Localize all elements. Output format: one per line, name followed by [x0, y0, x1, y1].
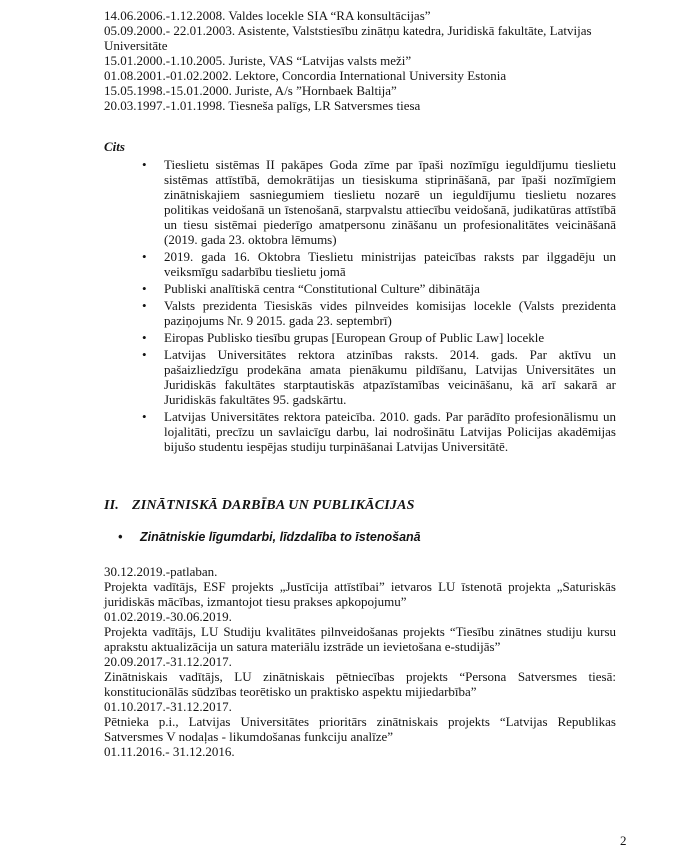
list-item — [140, 347, 616, 407]
project-date: 01.11.2016.- 31.12.2016. — [104, 744, 235, 759]
list-item — [140, 409, 616, 454]
project-description: Projekta vadītājs, ESF projekts „Justīcija attīstībai” ietvaros LU īstenotā projekta „Saturiskās juridiskās mācības, izmantojot tiesu prakses apkopojumu” — [104, 579, 616, 609]
list-item — [140, 157, 616, 247]
list-item — [140, 330, 616, 345]
employment-entry: 01.08.2001.-01.02.2002. Lektore, Concordia International University Estonia — [104, 68, 507, 83]
project-date: 20.09.2017.-31.12.2017. — [104, 654, 232, 669]
bullet-icon: • — [142, 347, 147, 362]
subsection-title: Zinātniskie līgumdarbi, līdzdalība to īstenošanā — [140, 530, 421, 544]
list-item-text: Latvijas Universitātes rektora atzinības raksts. 2014. gads. Par aktīvu un pašaizliedzīgu prodekāna amata pienākumu pildīšanu, Latvijas Universitātes un Juridiskās fakultātes starptautiskās atpazīstamības veicināšanu, kā arī sakarā ar Juridiskās fakultātes 95. gadskārtu. — [164, 347, 616, 407]
projects-list — [104, 564, 616, 759]
employment-entry: 15.01.2000.-1.10.2005. Juriste, VAS “Latvijas valsts meži” — [104, 53, 412, 68]
section-heading — [104, 498, 415, 513]
project-description: Pētnieka p.i., Latvijas Universitātes prioritārs zinātniskais projekts “Latvijas Republikas Satversmes V nodaļas - likumdošanas funkciju analīze” — [104, 714, 616, 744]
employment-entry: 15.05.1998.-15.01.2000. Juriste, A/s ”Hornbaek Baltija” — [104, 83, 397, 98]
bullet-icon: • — [118, 530, 123, 544]
employment-history — [104, 8, 614, 113]
cits-list — [140, 157, 616, 456]
project-description: Projekta vadītājs, LU Studiju kvalitātes pilnveidošanas projekts “Tiesību zinātnes studiju kursu aprakstu aktualizācija un satura materiālu izstrāde un ievietošana e-studijās” — [104, 624, 616, 654]
bullet-icon: • — [142, 409, 147, 424]
project-date: 01.02.2019.-30.06.2019. — [104, 609, 232, 624]
list-item — [140, 281, 616, 296]
section-number: II. — [104, 498, 119, 513]
bullet-icon: • — [142, 330, 147, 345]
project-date: 01.10.2017.-31.12.2017. — [104, 699, 232, 714]
project-description: Zinātniskais vadītājs, LU zinātniskais pētniecības projekts “Persona Satversmes tiesā: konstitucionālās sūdzības teorētisko un praktisko aspektu mijiedarbība” — [104, 669, 616, 699]
project-date: 30.12.2019.-patlaban. — [104, 564, 218, 579]
section-title: ZINĀTNISKĀ DARBĪBA UN PUBLIKĀCIJAS — [132, 498, 415, 513]
list-item-text: Latvijas Universitātes rektora pateicība. 2010. gads. Par parādīto profesionālismu un lojalitāti, precīzu un savlaicīgu darbu, lai nodrošinātu Latvijas Policijas akadēmijas bijušo studentu iespējas studiju turpināšanai Latvijas Universitātē. — [164, 409, 616, 454]
list-item-text: Tieslietu sistēmas II pakāpes Goda zīme par īpaši nozīmīgu ieguldījumu tieslietu sistēmas attīstībā, demokrātijas un tiesiskuma stiprināšanā, par īpaši nozīmīgiem zinātniskajiem sasniegumiem tieslietu nozarē un ieguldījumu tieslietu nozares politikas veidošanā un īstenošanā, starpvalstu attiecību veidošanā, judikatūras attīstībā un tiesu sistēmai piederīgo amatpersonu zināšanu un profesionalitātes veicināšanā (2019. gada 23. oktobra lēmums) — [164, 157, 616, 247]
list-item-text: Publiski analītiskā centra “Constitutional Culture” dibinātāja — [164, 281, 480, 296]
list-item-text: Valsts prezidenta Tiesiskās vides pilnveides komisijas locekle (Valsts prezidenta paziņojums Nr. 9 2015. gada 23. septembrī) — [164, 298, 616, 328]
bullet-icon: • — [142, 281, 147, 296]
employment-entry: 05.09.2000.- 22.01.2003. Asistente, Valststiesību zinātņu katedra, Juridiskā fakultāte, Latvijas Universitāte — [104, 23, 592, 53]
bullet-icon: • — [142, 298, 147, 313]
employment-entry: 14.06.2006.-1.12.2008. Valdes locekle SIA “RA konsultācijas” — [104, 8, 431, 23]
bullet-icon: • — [142, 249, 147, 264]
bullet-icon: • — [142, 157, 147, 172]
list-item — [140, 298, 616, 328]
list-item-text: 2019. gada 16. Oktobra Tieslietu ministrijas pateicības raksts par ilggadēju un veiksmīgu sadarbību tieslietu jomā — [164, 249, 616, 279]
list-item-text: Eiropas Publisko tiesību grupas [European Group of Public Law] locekle — [164, 330, 545, 345]
cits-heading: Cits — [104, 139, 125, 154]
subsection-heading — [118, 530, 421, 545]
page-number: 2 — [620, 833, 627, 848]
list-item — [140, 249, 616, 279]
employment-entry: 20.03.1997.-1.01.1998. Tiesneša palīgs, LR Satversmes tiesa — [104, 98, 421, 113]
